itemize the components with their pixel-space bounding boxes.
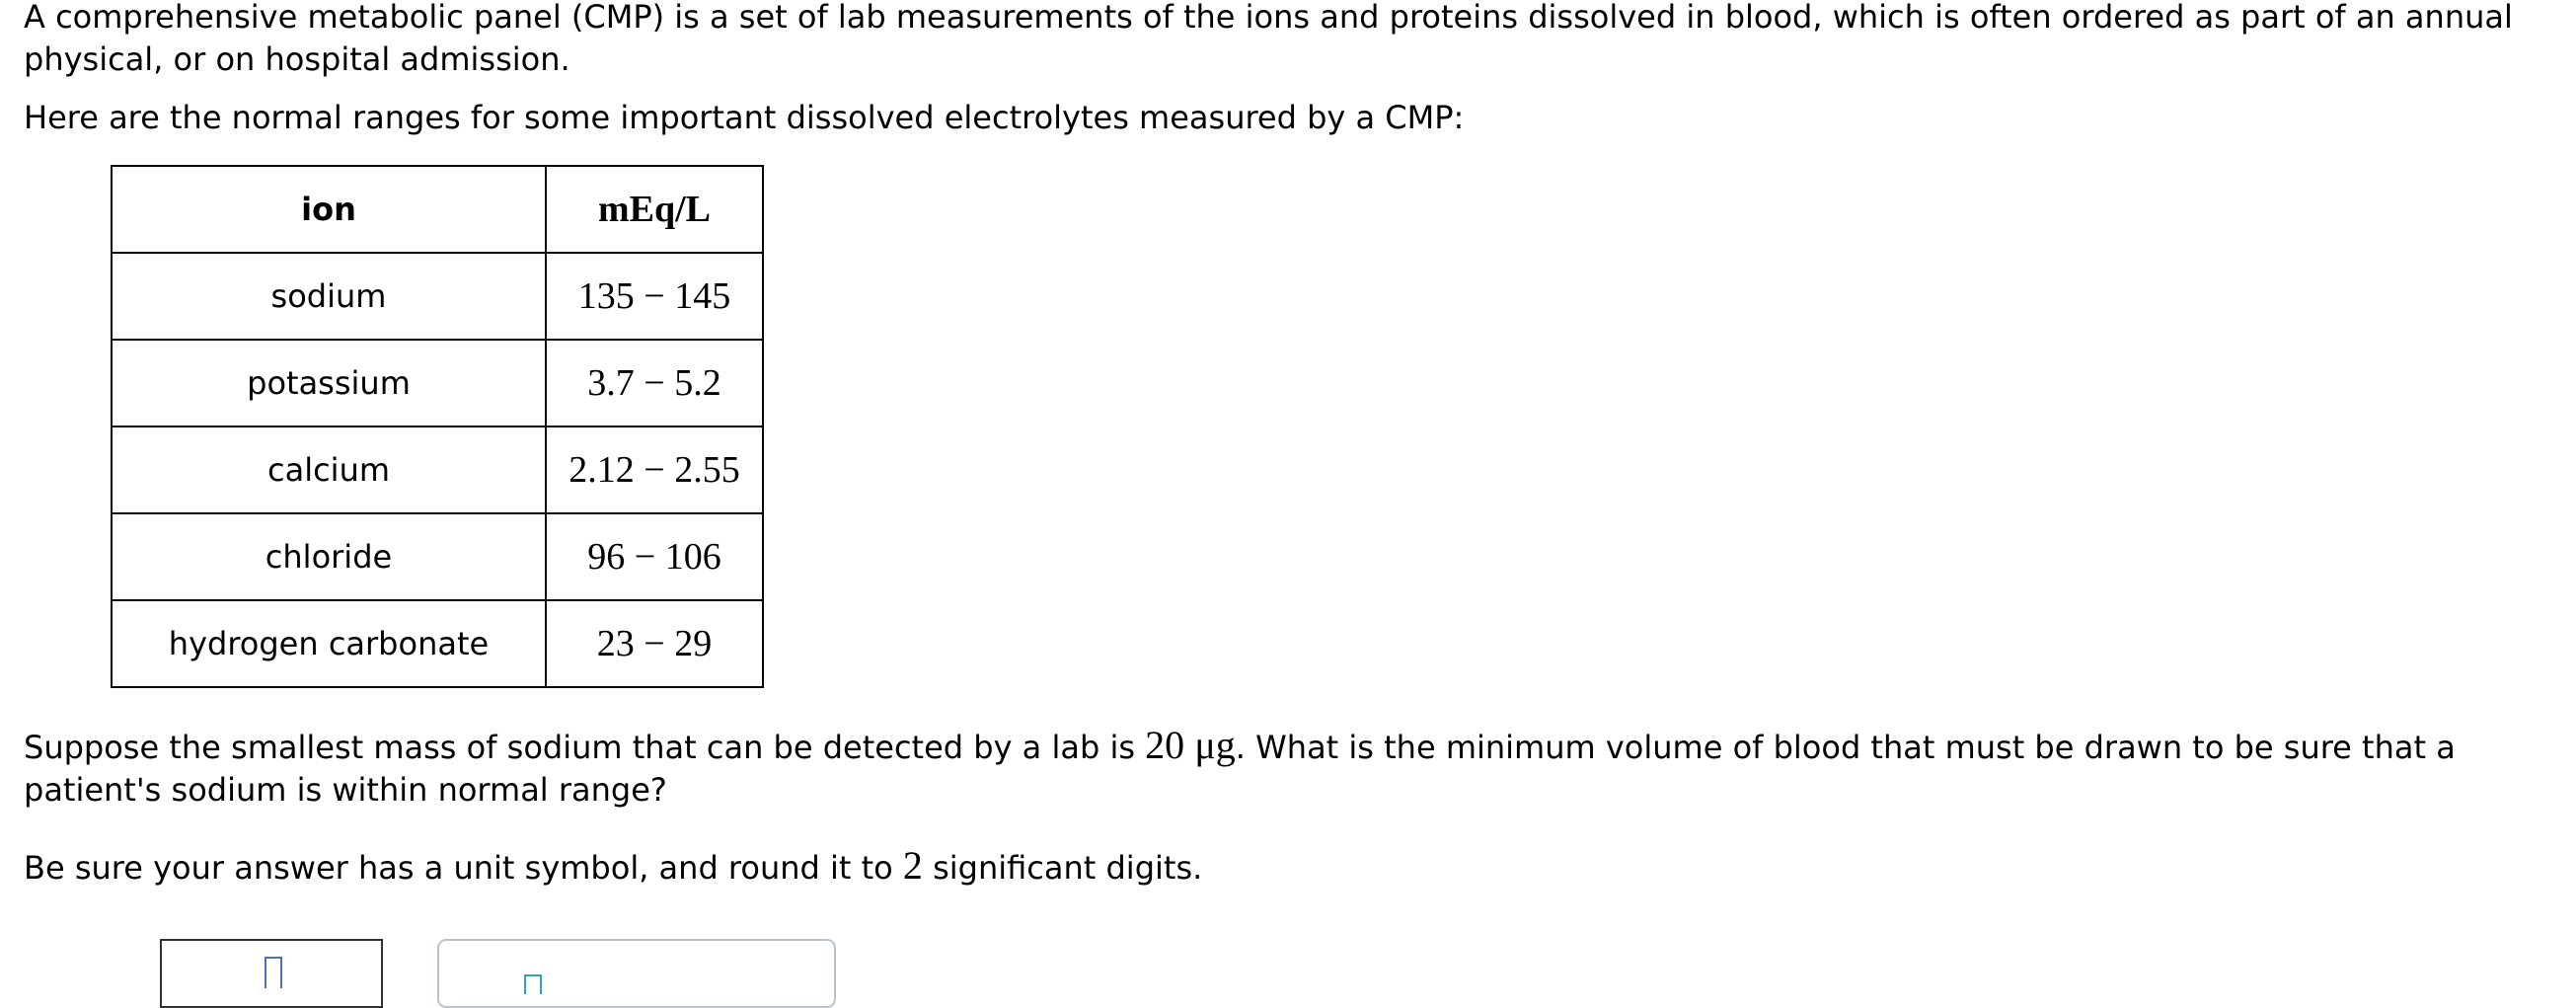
- table-row: [112, 426, 763, 513]
- ion-name: potassium: [112, 340, 546, 426]
- ion-name: chloride: [112, 513, 546, 600]
- intro-line-1: A comprehensive metabolic panel (CMP) is a set of lab measurements of the ions and proteins dissolved in blood, which is often ordered as part of an annual: [24, 0, 2513, 36]
- ranges-intro: Here are the normal ranges for some important dissolved electrolytes measured by a CMP:: [24, 99, 1465, 136]
- answer-input[interactable]: [160, 939, 383, 1008]
- ion-name: hydrogen carbonate: [112, 600, 546, 687]
- mass-value: 20: [1145, 723, 1185, 767]
- question-paragraph: [24, 724, 2456, 812]
- rounding-instruction: [24, 844, 1202, 890]
- ion-name: sodium: [112, 253, 546, 340]
- ion-name: calcium: [112, 426, 546, 513]
- table-row: [112, 600, 763, 687]
- electrolyte-range-table: [111, 165, 764, 688]
- rounding-text-start: Be sure your answer has a unit symbol, and round it to: [24, 849, 903, 887]
- ion-range: 2.12 − 2.55: [546, 426, 763, 513]
- question-text-end: . What is the minimum volume of blood that must be drawn to be sure that a: [1235, 729, 2456, 766]
- table-row: [112, 340, 763, 426]
- question-text-start: Suppose the smallest mass of sodium that can be detected by a lab is: [24, 729, 1146, 766]
- intro-line-2: physical, or on hospital admission.: [24, 40, 570, 78]
- question-line-2: patient's sodium is within normal range?: [24, 771, 667, 809]
- unit-palette[interactable]: [437, 939, 836, 1008]
- ion-range: 3.7 − 5.2: [546, 340, 763, 426]
- intro-paragraph: [24, 0, 2513, 81]
- table-row: [112, 253, 763, 340]
- header-ion: ion: [112, 166, 546, 253]
- unit-symbol-icon[interactable]: [524, 974, 542, 994]
- table-header-row: [112, 166, 763, 253]
- ion-range: 96 − 106: [546, 513, 763, 600]
- ion-range: 135 − 145: [546, 253, 763, 340]
- table-row: [112, 513, 763, 600]
- mass-unit: μg: [1194, 723, 1236, 767]
- header-unit: mEq/L: [546, 166, 763, 253]
- rounding-text-end: significant digits.: [922, 849, 1203, 887]
- ion-range: 23 − 29: [546, 600, 763, 687]
- text-cursor-icon: [265, 957, 282, 988]
- significant-digits: 2: [902, 843, 923, 888]
